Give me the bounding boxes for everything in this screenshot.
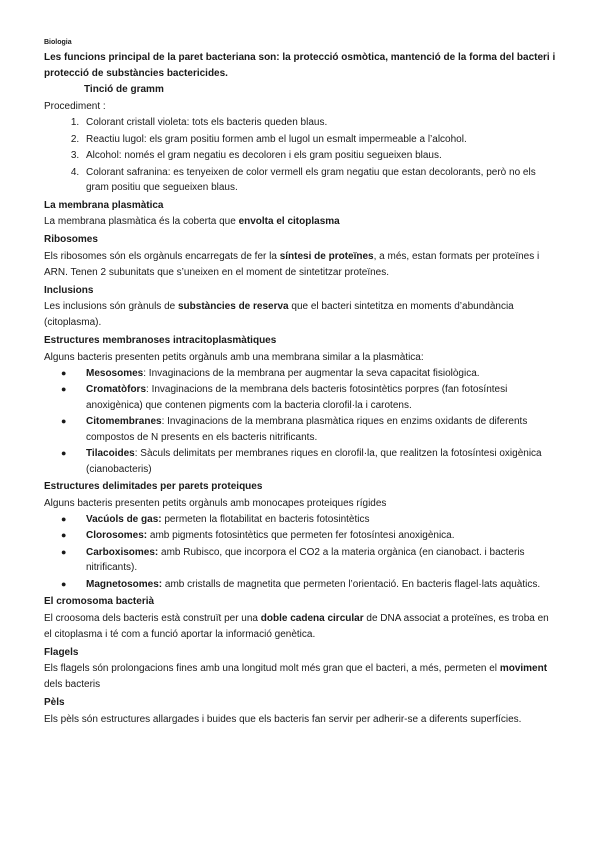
procedure-list [44,115,559,196]
list-item [61,414,559,445]
section-heading-ribosomes: Ribosomes [44,234,98,245]
text-run: permeten la flotabilitat en bacteris fotosintètics [161,513,370,525]
bullet-icon: ● [61,367,67,378]
bullet-icon: ● [61,578,67,589]
list-item [61,528,559,544]
text-run: Els flagels són prolongacions fines amb una longitud molt més gran que el bacteri, a més, permeten el [44,663,500,674]
gram-title: Tinció de gramm [84,84,164,95]
text-run: : Sàculs delimitats per membranes riques en clorofil·la, que realitzen la fotosíntesi oxigènica (cianobacteris) [86,448,542,475]
section-heading-pels: Pèls [44,697,65,708]
membranoses-intro: Alguns bacteris presenten petits orgànuls amb una membrana similar a la plasmàtica: [44,351,424,363]
bold-term: substàncies de reserva [177,301,289,312]
text-run: Les inclusions són grànuls de [44,301,178,312]
bold-term: doble cadena circular [260,612,364,624]
bold-term: Mesosomes [86,367,144,379]
section-heading-inclusions: Inclusions [44,284,94,296]
list-item [61,545,559,576]
bold-term: Carboxisomes: [86,546,159,558]
bold-term: Citomembranes [86,416,162,427]
proteiques-intro: Alguns bacteris presenten petits orgànuls amb monocapes proteiques rígides [44,497,387,509]
bold-term: síntesi de proteïnes [279,250,374,262]
text-run: amb Rubisco, que incorpora el CO2 a la materia orgànica (en cianobact. i bacteris nitrificants). [86,546,525,573]
bold-term: Clorosomes: [86,530,148,541]
text-run: La membrana plasmàtica és la coberta que [44,216,239,227]
cromosoma-paragraph [44,611,559,643]
procedure-step: 4. Colorant safranina: es tenyeixen de color vermell els gram negatiu que estan decolorants, però no els gram positiu que segueixen blaus. [82,165,559,196]
bold-term: Cromatòfors [86,384,147,395]
bold-term: Tilacoides [86,448,135,459]
procedure-step: 2. Reactiu lugol: els gram positiu formen amb el lugol un esmalt impermeable a l’alcohol. [82,132,559,148]
text-run: : Invaginacions de la membrana per augmentar la seva capacitat fisiològica. [143,367,480,379]
text-run: amb pigments fotosintètics que permeten fer fotosíntesi anoxigènica. [147,530,455,541]
section-heading-membranoses: Estructures membranoses intracitoplasmàtiques [44,335,277,346]
section-heading-flagels: Flagels [44,646,79,658]
list-item [61,382,559,413]
flagels-paragraph [44,661,559,693]
text-run: amb cristalls de magnetita que permeten l’orientació. En bacteris flagel·lats aquàtics. [162,578,541,590]
membranoses-list [44,366,559,478]
text-run: de DNA associat a proteïnes, es troba en el citoplasma i té com a funció aportar la informació genètica. [44,612,549,640]
bullet-icon: ● [61,448,67,458]
section-heading-membrana: La membrana plasmàtica [44,199,164,211]
bold-term: Vacúols de gas: [86,513,162,525]
section-heading-proteiques: Estructures delimitades per parets proteiques [44,481,263,492]
list-item [61,577,559,593]
section-heading-cromosoma: El cromosoma bacterià [44,596,155,607]
text-run: , a més, estan formats per proteïnes i ARN. Tenen 2 subunitats que s’uneixen en el moment de sintetitzar proteïnes. [44,250,540,278]
document-page [44,38,559,728]
text-run: : Invaginacions de la membrana plasmàtica riques en enzims oxidants de diferents compostos de N presents en els bacteris nitrificants. [86,416,528,443]
subject-label: Biologia [44,39,72,46]
text-run: El croosoma dels bacteris està construït per una [44,612,261,624]
list-item [61,366,559,382]
procedure-step: 1. Colorant cristall violeta: tots els bacteris queden blaus. [82,115,559,131]
list-item [61,512,559,528]
inclusions-paragraph [44,299,559,331]
text-run: : Invaginacions de la membrana dels bacteris fotosintètics porpres (fan fotosíntesi anoxigènica) que contenen pigments com la bacteria clorofil·la i carotens. [86,384,508,411]
text-run: Els ribosomes són els orgànuls encarregats de fer la [44,250,280,262]
text-run: que el bacteri sintetitza en moments d’abundància (citoplasma). [44,301,514,328]
bold-term: Magnetosomes: [86,578,163,590]
membrana-paragraph [44,214,559,230]
ribosomes-paragraph [44,249,559,281]
text-run: dels bacteris [44,679,101,690]
procedure-step: 3. Alcohol: només el gram negatiu es decoloren i els gram positiu segueixen blaus. [82,148,559,164]
list-item [61,446,559,477]
proteiques-list [44,512,559,593]
bullet-icon: ● [61,530,67,540]
bold-term: envolta el citoplasma [238,216,340,227]
bullet-icon: ● [61,416,67,426]
bullet-icon: ● [61,513,67,524]
bold-term: moviment [499,663,548,674]
procedure-label: Procediment : [44,100,106,112]
intro-paragraph: Les funcions principal de la paret bacteriana son: la protecció osmòtica, mantenció de la forma del bacteri i protecció de substàncies bactericides. [44,52,556,79]
pels-paragraph: Els pèls són estructures allargades i buides que els bacteris fan servir per adherir-se a diferents superfícies. [44,713,522,725]
bullet-icon: ● [61,546,67,557]
bullet-icon: ● [61,384,67,394]
